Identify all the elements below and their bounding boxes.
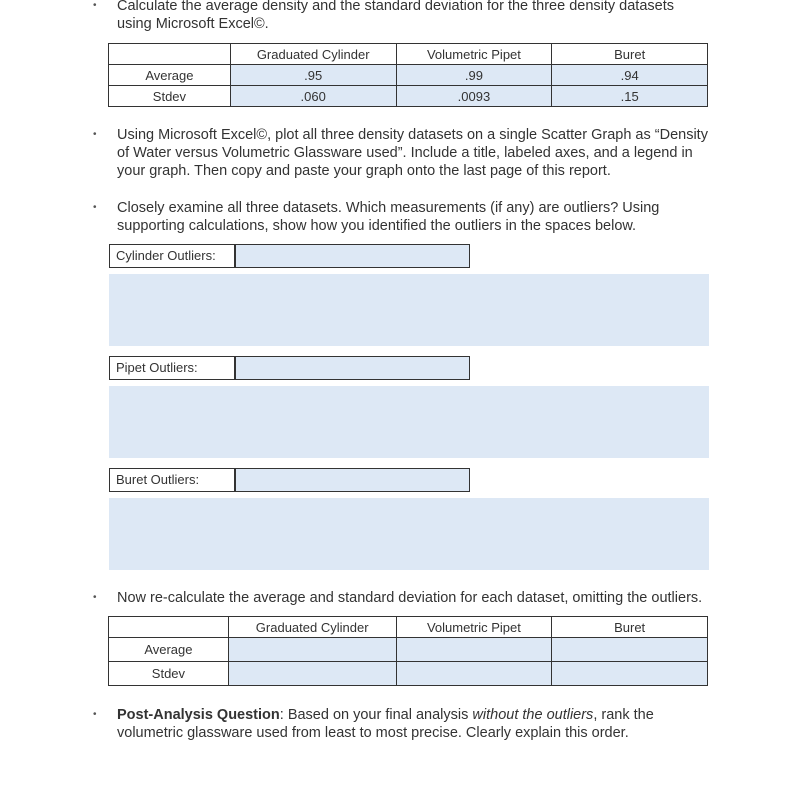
intro-text bbox=[117, 0, 674, 33]
density-stats-table bbox=[108, 43, 708, 107]
bullet-dot: • bbox=[93, 129, 97, 140]
header-buret: Buret bbox=[552, 44, 708, 65]
cell-buret-stdev[interactable] bbox=[552, 662, 708, 686]
cell-cylinder-average[interactable] bbox=[228, 638, 396, 662]
cell-pipet-average[interactable] bbox=[396, 638, 552, 662]
recalc-stats-table bbox=[108, 616, 708, 686]
cell-pipet-average[interactable]: .99 bbox=[396, 65, 552, 86]
recalc-instructions: Now re-calculate the average and standard deviation for each dataset, omitting the outliers. bbox=[117, 590, 703, 606]
row-label-average: Average bbox=[109, 638, 229, 662]
post-analysis-question bbox=[117, 706, 654, 742]
table-row-stdev bbox=[109, 662, 708, 686]
table-header-row bbox=[109, 617, 708, 638]
pipet-outliers-label: Pipet Outliers: bbox=[109, 356, 235, 380]
cell-cylinder-stdev[interactable]: .060 bbox=[230, 86, 396, 107]
header-volumetric-pipet: Volumetric Pipet bbox=[396, 44, 552, 65]
post-analysis-line-2: volumetric glassware used from least to most precise. Clearly explain this order. bbox=[117, 725, 629, 741]
cylinder-work-area[interactable] bbox=[109, 274, 709, 346]
header-graduated-cylinder: Graduated Cylinder bbox=[228, 617, 396, 638]
bullet-dot: • bbox=[93, 709, 97, 720]
bullet-dot: • bbox=[93, 0, 97, 11]
outlier-instructions bbox=[117, 199, 659, 235]
table-corner-cell bbox=[109, 617, 229, 638]
table-row-average bbox=[109, 65, 708, 86]
row-label-average: Average bbox=[109, 65, 231, 86]
cell-buret-stdev[interactable]: .15 bbox=[552, 86, 708, 107]
graph-instr-line-1: Using Microsoft Excel©, plot all three density datasets on a single Scatter Graph as “Density bbox=[117, 127, 708, 143]
cell-pipet-stdev[interactable]: .0093 bbox=[396, 86, 552, 107]
buret-outliers-label: Buret Outliers: bbox=[109, 468, 235, 492]
cell-buret-average[interactable]: .94 bbox=[552, 65, 708, 86]
outlier-instr-line-1: Closely examine all three datasets. Which measurements (if any) are outliers? Using bbox=[117, 200, 660, 216]
bullet-dot: • bbox=[93, 592, 97, 603]
intro-line-1: Calculate the average density and the standard deviation for the three density datasets bbox=[117, 0, 674, 14]
graph-instr-line-2: of Water versus Volumetric Glassware used”. Include a title, labeled axes, and a legend in bbox=[117, 145, 693, 161]
cell-buret-average[interactable] bbox=[552, 638, 708, 662]
cell-cylinder-stdev[interactable] bbox=[228, 662, 396, 686]
buret-outliers-input[interactable] bbox=[235, 468, 470, 492]
row-label-stdev: Stdev bbox=[109, 662, 229, 686]
pipet-work-area[interactable] bbox=[109, 386, 709, 458]
header-graduated-cylinder: Graduated Cylinder bbox=[230, 44, 396, 65]
post-analysis-emphasis: without the outliers bbox=[472, 707, 594, 723]
header-buret: Buret bbox=[552, 617, 708, 638]
pipet-outliers-input[interactable] bbox=[235, 356, 470, 380]
table-corner-cell bbox=[109, 44, 231, 65]
cylinder-outliers-label: Cylinder Outliers: bbox=[109, 244, 235, 268]
post-analysis-heading: Post-Analysis Question bbox=[117, 707, 280, 723]
intro-line-2: using Microsoft Excel©. bbox=[117, 16, 269, 32]
graph-instructions bbox=[117, 126, 708, 180]
table-row-stdev bbox=[109, 86, 708, 107]
buret-work-area[interactable] bbox=[109, 498, 709, 570]
cell-pipet-stdev[interactable] bbox=[396, 662, 552, 686]
cell-cylinder-average[interactable]: .95 bbox=[230, 65, 396, 86]
table-row-average bbox=[109, 638, 708, 662]
cylinder-outliers-input[interactable] bbox=[235, 244, 470, 268]
header-volumetric-pipet: Volumetric Pipet bbox=[396, 617, 552, 638]
outlier-instr-line-2: supporting calculations, show how you identified the outliers in the spaces below. bbox=[117, 218, 637, 234]
bullet-dot: • bbox=[93, 202, 97, 213]
graph-instr-line-3: your graph. Then copy and paste your graph onto the last page of this report. bbox=[117, 163, 611, 179]
post-analysis-line-1: Post-Analysis Question: Based on your final analysis without the outliers, rank the bbox=[117, 707, 654, 723]
table-header-row bbox=[109, 44, 708, 65]
row-label-stdev: Stdev bbox=[109, 86, 231, 107]
